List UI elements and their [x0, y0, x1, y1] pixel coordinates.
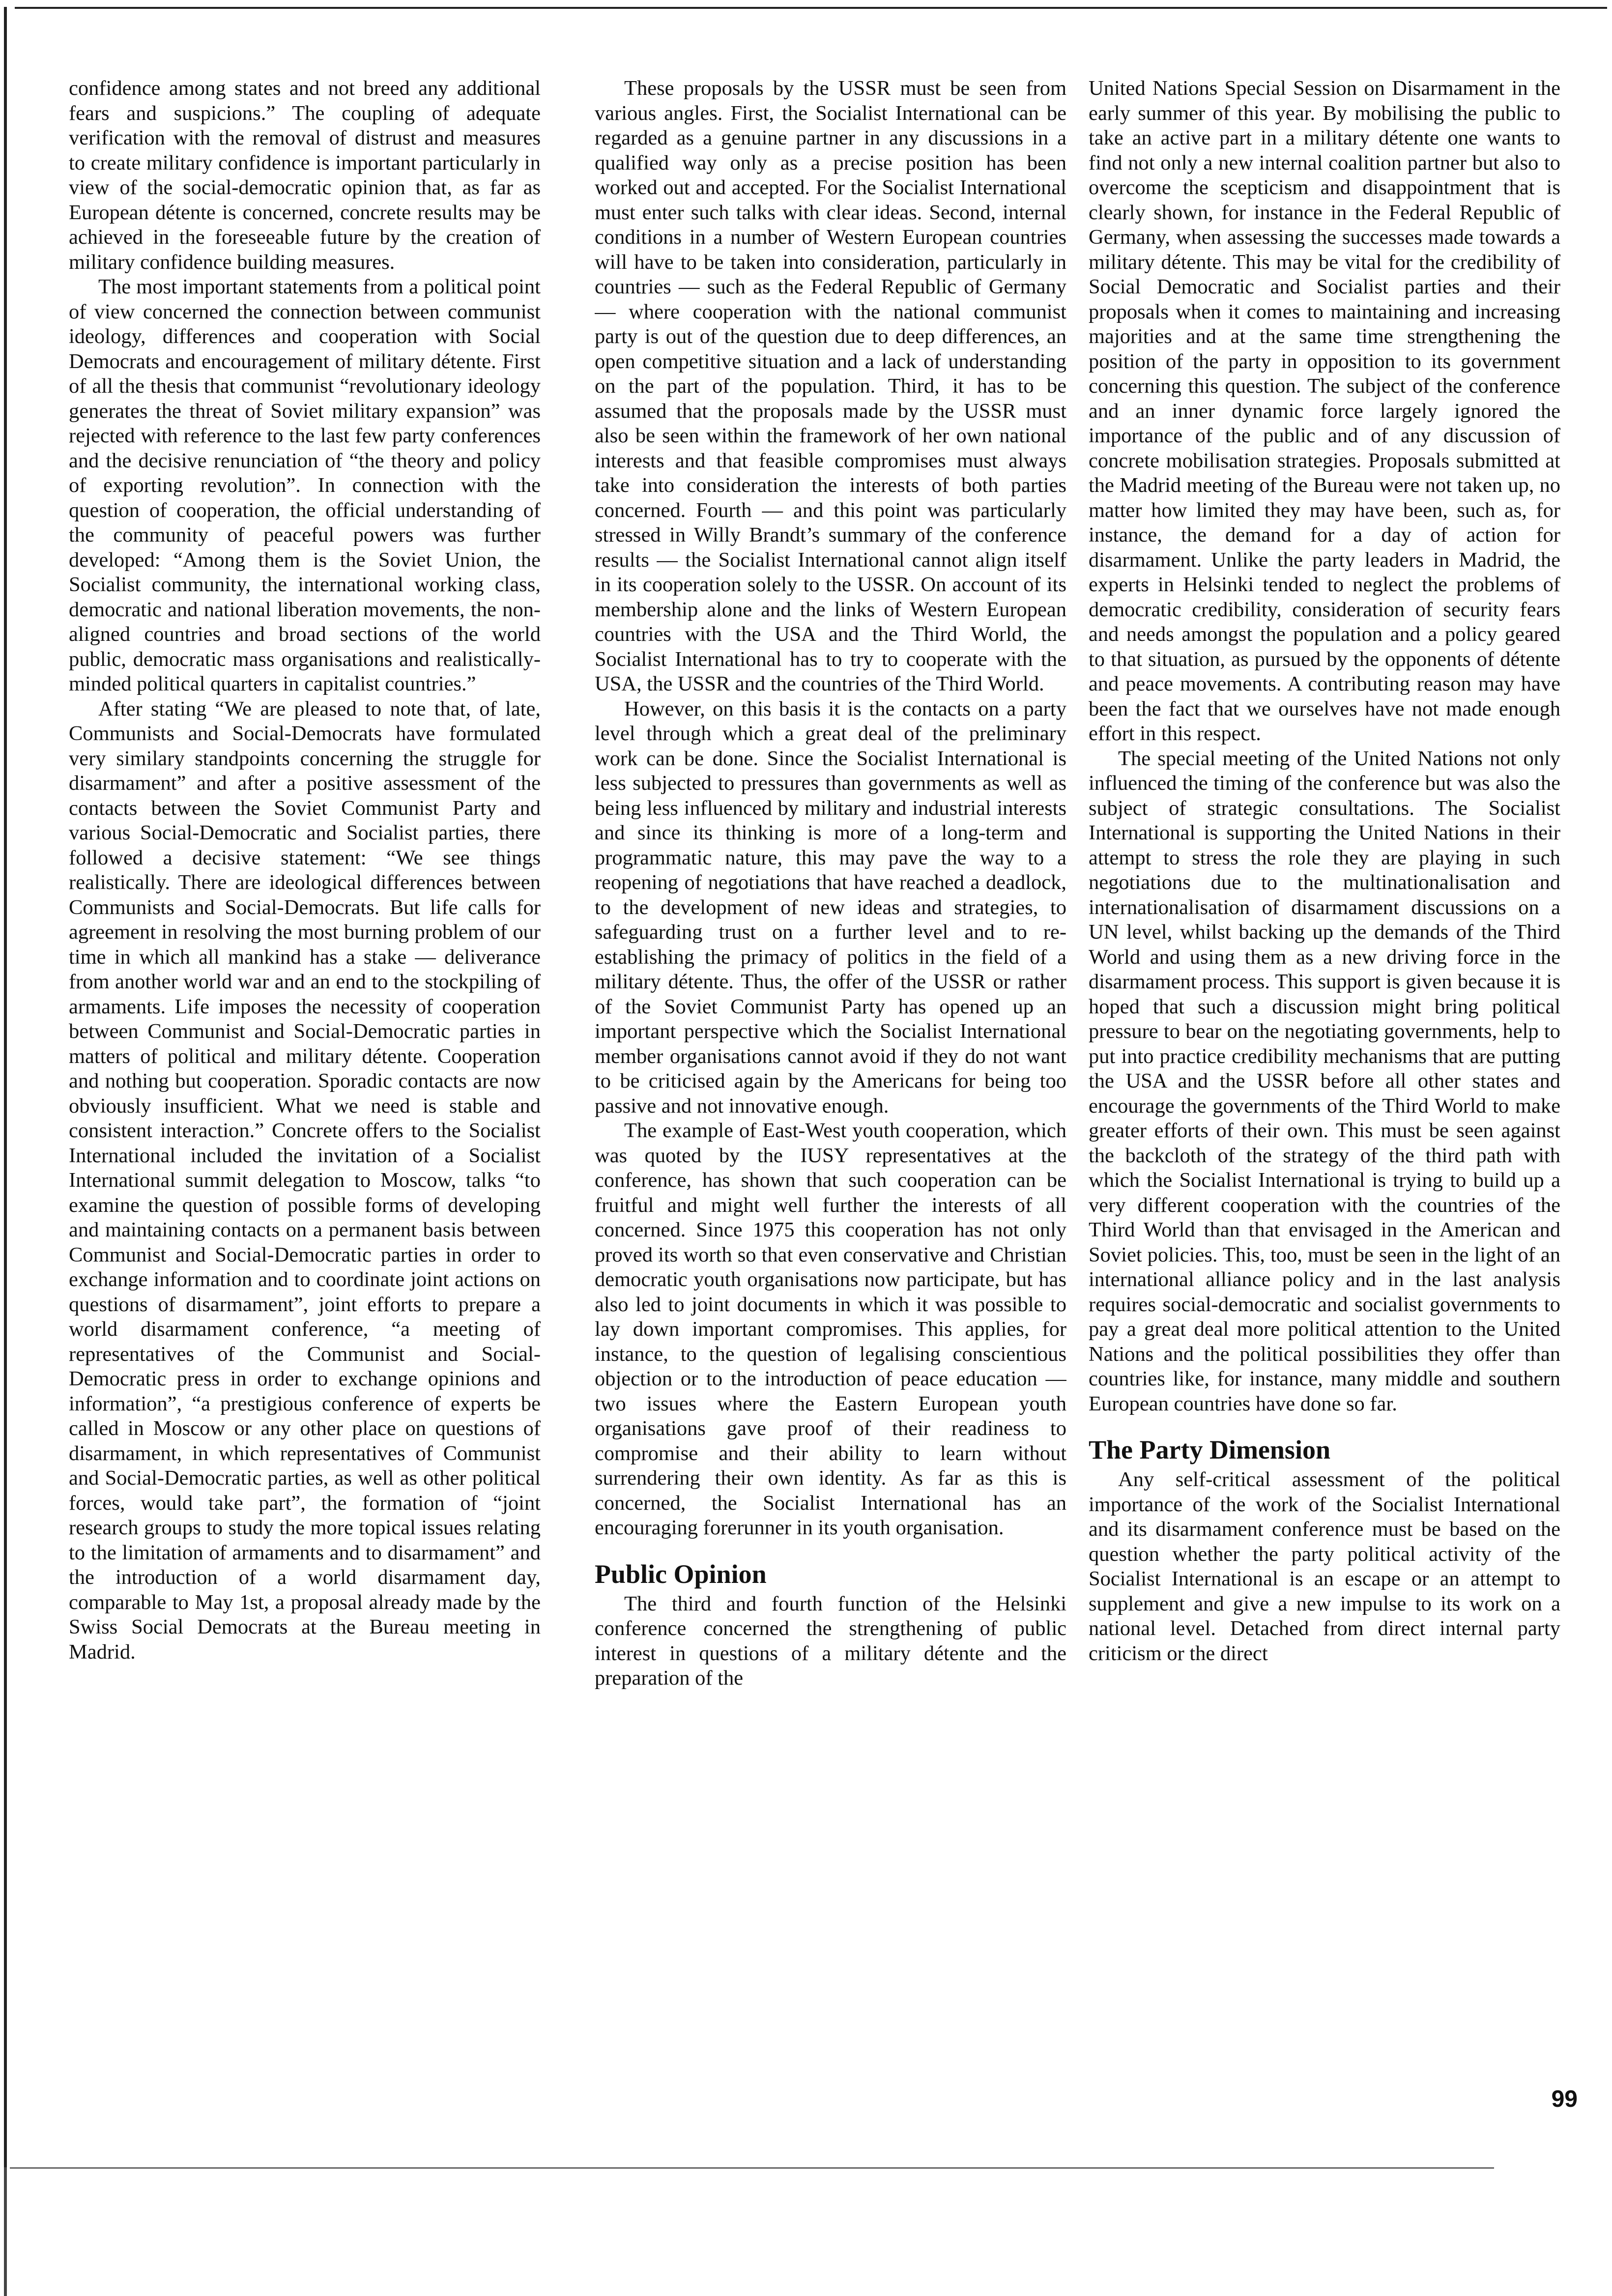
paragraph: The most important statements from a political point of view concerned the connection between communist ideology, differences and cooperation with Social Democrats and encouragement of military détente. First of all the thesis that communist “revolutionary ideology generates the threat of Soviet military expansion” was rejected with reference to the last few party conferences and the decisive renunciation of “the theory and policy of exporting revolution”. In connection with the question of cooperation, the official understanding of the community of peaceful powers was further developed: “Among them is the Soviet Union, the Socialist community, the international working class, democratic and national liberation movements, the non-aligned countries and broad sections of the world public, democratic mass organisations and realistically-minded political quarters in capitalist countries.” [69, 275, 541, 695]
paragraph: confidence among states and not breed any additional fears and suspicions.” The coupling of adequate verification with the removal of distrust and measures to create military confidence is important particularly in view of the social-democratic opinion that, as far as European détente is concerned, concrete results may be achieved in the foreseeable future by the creation of military confidence building measures. [69, 77, 541, 274]
section-heading: Public Opinion [595, 1559, 767, 1589]
left-border-rule [4, 7, 7, 2189]
text-column-2 [595, 76, 1066, 2081]
left-lower-border-rule [4, 2167, 7, 2296]
section-heading: The Party Dimension [1089, 1435, 1330, 1464]
text-column-3 [1089, 76, 1560, 2081]
paragraph: The example of East-West youth cooperation, which was quoted by the IUSY representatives at the conference, has shown that such cooperation can be fruitful and might well further the interests of all concerned. Since 1975 this cooperation has not only proved its worth so that even conservative and Christian democratic youth organisations now participate, but has also led to joint documents in which it was possible to lay down important compromises. This applies, for instance, to the question of legalising conscientious objection or to the introduction of peace education — two issues where the Eastern European youth organisations gave proof of their readiness to compromise and their ability to learn without surrendering their own identity. As far as this is concerned, the Socialist International has an encouraging forerunner in its youth organisation. [595, 1119, 1066, 1539]
bottom-border-rule [10, 2167, 1494, 2169]
paragraph: These proposals by the USSR must be seen from various angles. First, the Socialist International can be regarded as a genuine partner in any discussions in a qualified way only as a precise position has been worked out and accepted. For the Socialist International must enter such talks with clear ideas. Second, internal conditions in a number of Western European countries will have to be taken into consideration, particularly in countries — such as the Federal Republic of Germany — where cooperation with the national communist party is out of the question due to deep differences, an open competitive situation and a lack of understanding on the part of the population. Third, it has to be assumed that the proposals made by the USSR must also be seen within the framework of her own national interests and that feasible compromises must always take into consideration the interests of both parties concerned. Fourth — and this point was particularly stressed in Willy Brandt’s summary of the conference results — the Socialist International cannot align itself in its cooperation solely to the USSR. On account of its membership alone and the links of Western European countries with the USA and the Third World, the Socialist International has to try to cooperate with the USA, the USSR and the countries of the Third World. [595, 77, 1066, 695]
paragraph: After stating “We are pleased to note that, of late, Communists and Social-Democrats have formulated very similary standpoints concerning the struggle for disarmament” and after a positive assessment of the contacts between the Soviet Communist Party and various Social-Democratic and Socialist parties, there followed a decisive statement: “We see things realistically. There are ideological differences between Communists and Social-Democrats. But life calls for agreement in resolving the most burning problem of our time in which all mankind has a stake — deliverance from another world war and an end to the stockpiling of armaments. Life imposes the necessity of cooperation between Communist and Social-Democratic parties in matters of political and military détente. Cooperation and nothing but cooperation. Sporadic contacts are now obviously insufficient. What we need is stable and consistent interaction.” Concrete offers to the Socialist International included the invitation of a Socialist International summit delegation to Moscow, talks “to examine the question of possible forms of developing and maintaining contacts on a permanent basis between Communist and Social-Democratic parties in order to exchange information and to coordinate joint actions on questions of disarmament”, joint efforts to prepare a world disarmament conference, “a meeting of representatives of the Communist and Social-Democratic press in order to exchange opinions and information”, “a prestigious conference of experts be called in Moscow or any other place on questions of disarmament, in which representatives of Communist and Social-Democratic parties, as well as other political forces, would take part”, the formation of “joint research groups to study the more topical issues relating to the limitation of armaments and to disarmament” and the introduction of a world disarmament day, comparable to May 1st, a proposal already made by the Swiss Social Democrats at the Bureau meeting in Madrid. [69, 697, 541, 1664]
page-number: 99 [1551, 2086, 1578, 2112]
paragraph: United Nations Special Session on Disarmament in the early summer of this year. By mobilising the public to take an active part in a military détente one wants to find not only a new internal coalition partner but also to overcome the scepticism and disappointment that is clearly shown, for instance in the Federal Republic of Germany, when assessing the successes made towards a military détente. This may be vital for the credibility of Social Democratic and Socialist parties and their proposals when it comes to maintaining and increasing majorities and at the same time strengthening the position of the party in opposition to its government concerning this question. The subject of the conference and an inner dynamic force largely ignored the importance of the public and of any discussion of concrete mobilisation strategies. Proposals submitted at the Madrid meeting of the Bureau were not taken up, no matter how limited they may have been, such as, for instance, the demand for a day of action for disarmament. Unlike the party leaders in Madrid, the experts in Helsinki tended to neglect the problems of democratic credibility, consideration of security fears and needs amongst the population and a policy geared to that situation, as pursued by the opponents of détente and peace movements. A contributing reason may have been the fact that we ourselves have not made enough effort in this respect. [1089, 77, 1560, 745]
text-column-1 [69, 76, 541, 2081]
paragraph: The third and fourth function of the Helsinki conference concerned the strengthening of public interest in questions of a military détente and the preparation of the [595, 1592, 1066, 1690]
paragraph: Any self-critical assessment of the political importance of the work of the Socialist International and its disarmament conference must be based on the question whether the party political activity of the Socialist International is an escape or an attempt to supplement and give a new impulse to its work on a national level. Detached from direct internal party criticism or the direct [1089, 1468, 1560, 1665]
top-border-rule [15, 7, 1607, 9]
paragraph: The special meeting of the United Nations not only influenced the timing of the conference but was also the subject of strategic consultations. The Socialist International is supporting the United Nations in their attempt to stress the role they are playing in such negotiations due to the multinationalisation and internationalisation of disarmament discussions on a UN level, whilst backing up the demands of the Third World and using them as a new driving force in the disarmament process. This support is given because it is hoped that such a discussion might bring political pressure to bear on the negotiating governments, help to put into practice credibility mechanisms that are putting the USA and the USSR before all other states and encourage the governments of the Third World to make greater efforts of their own. This must be seen against the backcloth of the strategy of the third path with which the Socialist International is trying to build up a very different cooperation with the countries of the Third World than that envisaged in the American and Soviet policies. This, too, must be seen in the light of an international alliance policy and in the last analysis requires social-democratic and socialist governments to pay a great deal more political attention to the United Nations and the political possibilities they offer than countries like, for instance, many middle and southern European countries have done so far. [1089, 746, 1560, 1415]
paragraph: However, on this basis it is the contacts on a party level through which a great deal of the preliminary work can be done. Since the Socialist International is less subjected to pressures than governments as well as being less influenced by military and industrial interests and since its thinking is more of a long-term and programmatic nature, this may pave the way to a reopening of negotiations that have reached a deadlock, to the development of new ideas and strategies, to safeguarding trust on a further level and to re-establishing the primacy of politics in the field of a military détente. Thus, the offer of the USSR or rather of the Soviet Communist Party has opened up an important perspective which the Socialist International member organisations cannot avoid if they do not want to be criticised again by the Americans for being too passive and not innovative enough. [595, 697, 1066, 1118]
